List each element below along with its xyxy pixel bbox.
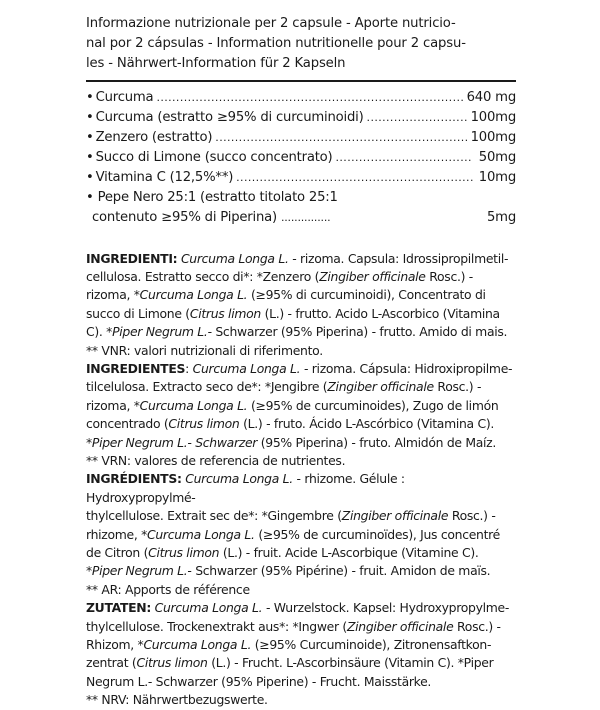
nutrient-value: 10mg — [478, 169, 516, 185]
nutrition-row-curcuma-extract — [86, 108, 516, 128]
nutrient-name: Curcuma (estratto ≥95% di curcuminoidi) — [95, 109, 364, 125]
header-line-1: Informazione nutrizionale per 2 capsule - Aporte nutricio- — [86, 16, 456, 31]
nutrient-name: Zenzero (estratto) — [95, 129, 213, 145]
nutrient-value: 100mg — [470, 129, 516, 145]
nutrient-name-cont: contenuto ≥95% di Piperina) — [92, 209, 277, 225]
dot-leader — [367, 108, 468, 128]
nutrient-value: 100mg — [470, 109, 516, 125]
nutrient-value: 5mg — [486, 209, 516, 225]
dot-leader — [156, 88, 463, 108]
nrv-note: ** NRV: Nährwertbezugswerte. — [86, 692, 268, 708]
product-label — [86, 14, 516, 710]
nutrition-header — [86, 14, 516, 74]
nutrient-name: Pepe Nero 25:1 (estratto titolato 25:1 — [97, 189, 338, 205]
nutrient-name: Curcuma — [95, 89, 154, 105]
nutrition-row-limone — [86, 148, 516, 168]
bullet-icon: • — [86, 129, 94, 145]
ingredients-italian: INGREDIENTI: Curcuma Longa L. - rizoma. Capsula: Idrossipropilmetil- cellulosa. Estratto secco di*: *Zenzero (Zingiber officinale Rosc.) - rizoma, *Curcuma Longa L. (≥95% di curcuminoidi), Concentrato di succo di Limone (Citrus limon (L.) - frutto. Acido L-Ascorbico (Vitamina C). *Piper Negrum L.- Schwarzer (95% Piperina) - frutto. Amido di mais. — [86, 250, 509, 340]
nutrition-table — [86, 88, 516, 228]
dot-leader — [336, 148, 474, 168]
label-zutaten: ZUTATEN: — [86, 600, 152, 616]
label-ingredienti: INGREDIENTI: — [86, 250, 178, 266]
bullet-icon: • — [86, 109, 94, 125]
nutrition-row-pepe-nero — [86, 188, 516, 228]
bullet-icon: • — [86, 169, 94, 185]
vrn-note: ** VRN: valores de referencia de nutrientes. — [86, 452, 346, 468]
dot-leader — [215, 128, 467, 148]
bullet-icon: • — [86, 149, 94, 165]
ar-note: ** AR: Apports de référence — [86, 581, 250, 597]
header-divider — [86, 80, 516, 82]
label-ingredientes: INGREDIENTES — [86, 360, 186, 376]
ingredients-spanish: INGREDIENTES: Curcuma Longa L. - rizoma. Cápsula: Hidroxipropilme- tilcelulosa. Extracto seco de*: *Jengibre (Zingiber officinale Rosc.) - rizoma, *Curcuma Longa L. (≥95% de curcuminoides), Zugo de limón concentrado (Citrus limon (L.) - fruto. Ácido L-Ascórbico (Vitamina C). *Piper Negrum L.- Schwarzer (95% Piperina) - fruto. Almidón de Maíz. — [86, 360, 513, 450]
nutrition-row-curcuma — [86, 88, 516, 108]
nutrition-row-zenzero — [86, 128, 516, 148]
ingredients-french: INGRÉDIENTS: Curcuma Longa L. - rhizome. Gélule : Hydroxypropylmé- thylcellulose. Extrait sec de*: *Gingembre (Zingiber officinale Rosc.) - rhizome, *Curcuma Longa L. (≥95% de curcuminoïdes), Jus concentré de Citron (Citrus limon (L.) - fruit. Acide L-Ascorbique (Vitamine C). *Piper Negrum L.- Schwarzer (95% Pipérine) - fruit. Amidon de maïs. — [86, 471, 500, 579]
bullet-icon: • — [86, 89, 94, 105]
dot-leader: ............... — [280, 210, 331, 224]
nutrient-value: 50mg — [478, 149, 516, 165]
nutrient-value: 640 mg — [466, 89, 516, 105]
header-line-3: les - Nährwert-Information für 2 Kapseln — [86, 56, 346, 71]
label-ingredients-fr: INGRÉDIENTS: — [86, 471, 182, 487]
dot-leader — [236, 168, 473, 188]
vnr-note: ** VNR: valori nutrizionali di riferimento. — [86, 342, 323, 358]
bullet-icon: • — [86, 189, 94, 205]
nutrition-row-vitamina-c — [86, 168, 516, 188]
nutrient-name: Vitamina C (12,5%**) — [95, 169, 234, 185]
ingredients-section — [86, 250, 516, 710]
ingredients-german: ZUTATEN: Curcuma Longa L. - Wurzelstock. Kapsel: Hydroxypropylme- thylcellulose. Trockenextrakt aus*: *Ingwer (Zingiber officinale Rosc.) - Rhizom, *Curcuma Longa L. (≥95% Curcuminoide), Zitronensaftkon- zentrat (Citrus limon (L.) - Frucht. L-Ascorbinsäure (Vitamin C). *Piper Negrum L.- Schwarzer (95% Piperine) - Frucht. Maisstärke. — [86, 600, 510, 689]
header-line-2: nal por 2 cápsulas - Information nutritionelle pour 2 capsu- — [86, 36, 466, 51]
nutrient-name: Succo di Limone (succo concentrato) — [95, 149, 333, 165]
